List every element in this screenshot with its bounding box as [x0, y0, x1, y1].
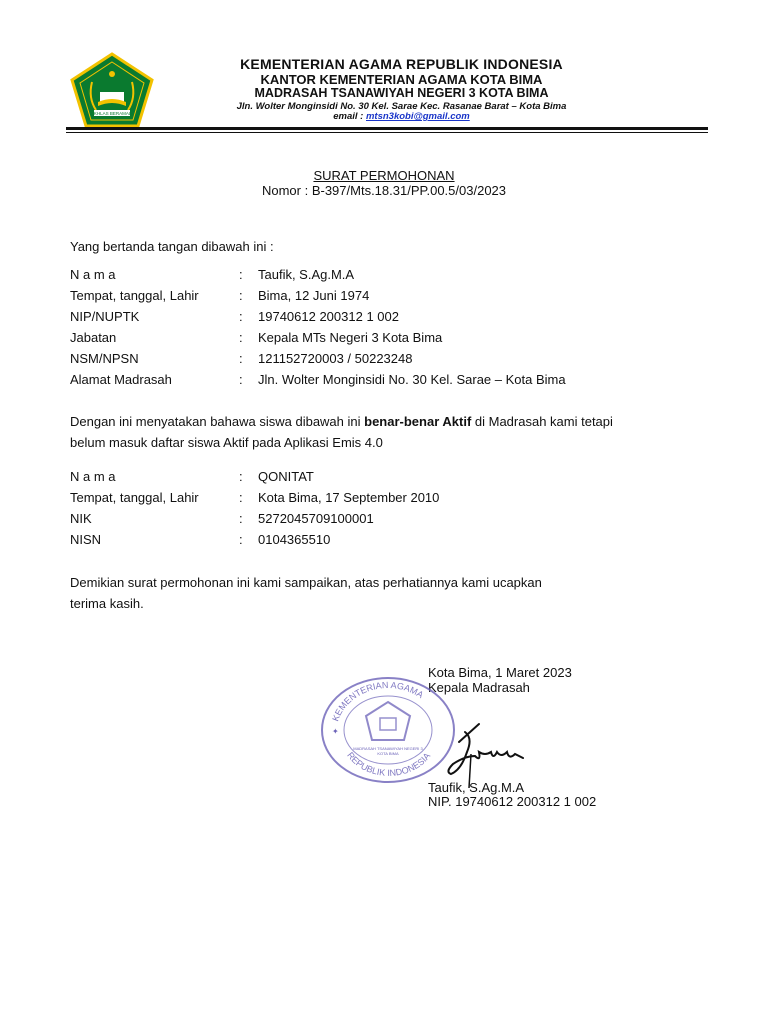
field-colon: : — [239, 532, 243, 547]
closing-line1: Demikian surat permohonan ini kami sampaikan, atas perhatiannya kami ucapkan — [70, 575, 542, 590]
field-value: Taufik, S.Ag.M.A — [258, 267, 355, 282]
header-rule-thin — [66, 132, 708, 133]
letter-number: Nomor : B-397/Mts.18.31/PP.00.5/03/2023 — [261, 183, 507, 198]
closing-line2: terima kasih. — [70, 596, 144, 611]
field-colon: : — [239, 288, 243, 303]
field-label: NSM/NPSN — [70, 351, 139, 366]
official-stamp — [318, 674, 458, 786]
statement-text-line2: belum masuk daftar siswa Aktif pada Aplikasi Emis 4.0 — [70, 435, 383, 450]
field-value: Kepala MTs Negeri 3 Kota Bima — [258, 330, 443, 345]
field-colon: : — [239, 490, 243, 505]
statement-text: Dengan ini menyatakan bahawa siswa dibawah ini — [70, 414, 365, 429]
field-label: NIP/NUPTK — [70, 309, 140, 324]
field-colon: : — [239, 511, 243, 526]
place-date: Kota Bima, 1 Maret 2023 — [428, 665, 572, 680]
school-email-line — [165, 111, 638, 122]
field-value: QONITAT — [258, 469, 314, 484]
signer-nip: NIP. 19740612 200312 1 002 — [428, 794, 597, 809]
ministry-title: KEMENTERIAN AGAMA REPUBLIK INDONESIA — [240, 56, 563, 72]
field-label: Tempat, tanggal, Lahir — [70, 288, 199, 303]
letter-title-text: SURAT PERMOHONAN — [313, 168, 455, 183]
field-value: 121152720003 / 50223248 — [258, 351, 413, 366]
field-colon: : — [239, 469, 243, 484]
field-colon: : — [239, 351, 243, 366]
stamp-inner-text-2: KOTA BIMA — [377, 751, 399, 756]
field-label: Jabatan — [70, 330, 117, 345]
signer-name: Taufik, S.Ag.M.A — [428, 780, 525, 795]
intro-text: Yang bertanda tangan dibawah ini : — [70, 239, 274, 254]
statement-paragraph — [70, 411, 700, 453]
field-label: NIK — [70, 511, 92, 526]
field-value: Kota Bima, 17 September 2010 — [258, 490, 440, 505]
signer-position: Kepala Madrasah — [428, 680, 530, 695]
logo-caption: IKHLAS BERAMAL — [92, 111, 132, 116]
field-value: 0104365510 — [258, 532, 331, 547]
field-colon: : — [239, 267, 243, 282]
letter-title — [0, 168, 768, 183]
field-colon: : — [239, 372, 243, 387]
email-label: email : — [333, 111, 366, 122]
statement-text-end: di Madrasah kami tetapi — [471, 414, 613, 429]
field-label: Tempat, tanggal, Lahir — [70, 490, 199, 505]
office-title: KANTOR KEMENTERIAN AGAMA KOTA BIMA — [260, 72, 543, 87]
stamp-inner-text: MADRASAH TSANAWIYAH NEGERI 3 — [353, 746, 423, 751]
kemenag-logo — [68, 52, 156, 128]
field-label: N a m a — [70, 469, 116, 484]
field-value: 5272045709100001 — [258, 511, 374, 526]
header-rule-thick — [66, 127, 708, 130]
email-link[interactable]: mtsn3kobi@gmail.com — [365, 111, 470, 122]
field-label: N a m a — [70, 267, 116, 282]
field-value: 19740612 200312 1 002 — [258, 309, 399, 324]
field-label: Alamat Madrasah — [70, 372, 172, 387]
field-colon: : — [239, 330, 243, 345]
field-label: NISN — [70, 532, 102, 547]
field-value: Bima, 12 Juni 1974 — [258, 288, 370, 303]
closing-paragraph — [70, 572, 700, 614]
statement-emphasis: benar-benar Aktif — [364, 414, 472, 429]
stamp-bottom-text: REPUBLIK INDONESIA — [345, 750, 433, 778]
stamp-top-text: KEMENTERIAN AGAMA — [330, 679, 426, 723]
field-value: Jln. Wolter Monginsidi No. 30 Kel. Sarae – Kota Bima — [258, 372, 566, 387]
star-icon: ✦ — [332, 727, 339, 736]
field-colon: : — [239, 309, 243, 324]
school-title: MADRASAH TSANAWIYAH NEGERI 3 KOTA BIMA — [254, 86, 549, 100]
school-address: Jln. Wolter Monginsidi No. 30 Kel. Sarae Kec. Rasanae Barat – Kota Bima — [236, 101, 567, 112]
